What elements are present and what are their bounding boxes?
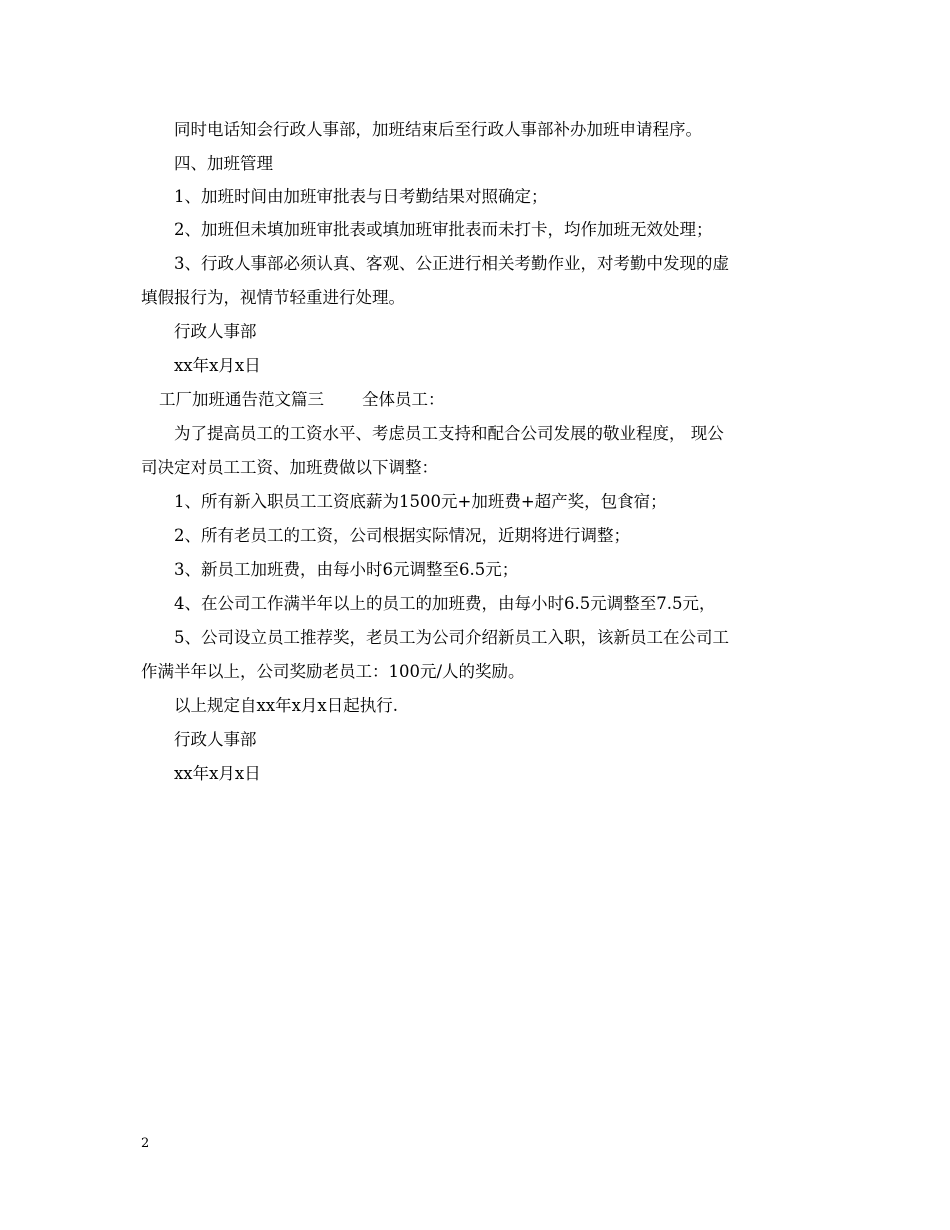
part3-item-2: 2、所有老员工的工资，公司根据实际情况，近期将进行调整； [174, 526, 630, 545]
part3-item-5: 5、公司设立员工推荐奖，老员工为公司介绍新员工入职，该新员工在公司工 [174, 628, 729, 647]
part3-title: 工厂加班通告范文篇三 [159, 390, 324, 409]
signature2-date: xx年x月x日 [174, 764, 261, 783]
section4-item-3-continuation: 填假报行为，视情节轻重进行处理。 [141, 288, 405, 307]
signature1-date: xx年x月x日 [174, 356, 261, 375]
section4-item-2: 2、加班但未填加班审批表或填加班审批表而未打卡，均作加班无效处理； [174, 220, 713, 239]
part3-effective-date: 以上规定自xx年x月x日起执行. [174, 696, 398, 715]
part3-recipient: 全体员工： [362, 390, 445, 409]
part3-heading [159, 389, 445, 411]
part3-item-3: 3、新员工加班费，由每小时6元调整至6.5元； [174, 560, 519, 579]
section4-heading: 四、加班管理 [174, 154, 273, 173]
signature1-dept: 行政人事部 [174, 322, 257, 341]
part3-item-5-continuation: 作满半年以上，公司奖励老员工：100元/人的奖励。 [141, 662, 525, 681]
signature2-dept: 行政人事部 [174, 730, 257, 749]
section4-item-3: 3、行政人事部必须认真、客观、公正进行相关考勤作业，对考勤中发现的虚 [174, 254, 729, 273]
part3-intro-line2: 司决定对员工工资、加班费做以下调整： [141, 458, 438, 477]
part3-item-4: 4、在公司工作满半年以上的员工的加班费，由每小时6.5元调整至7.5元， [174, 594, 716, 613]
part3-item-1: 1、所有新入职员工工资底薪为1500元+加班费+超产奖，包食宿； [174, 492, 667, 511]
part3-intro-line1: 为了提高员工的工资水平、考虑员工支持和配合公司发展的敬业程度， 现公 [174, 424, 724, 443]
section4-item-1: 1、加班时间由加班审批表与日考勤结果对照确定； [174, 187, 548, 206]
page-number: 2 [141, 1136, 150, 1151]
paragraph-continuation: 同时电话知会行政人事部，加班结束后至行政人事部补办加班申请程序。 [174, 120, 702, 139]
